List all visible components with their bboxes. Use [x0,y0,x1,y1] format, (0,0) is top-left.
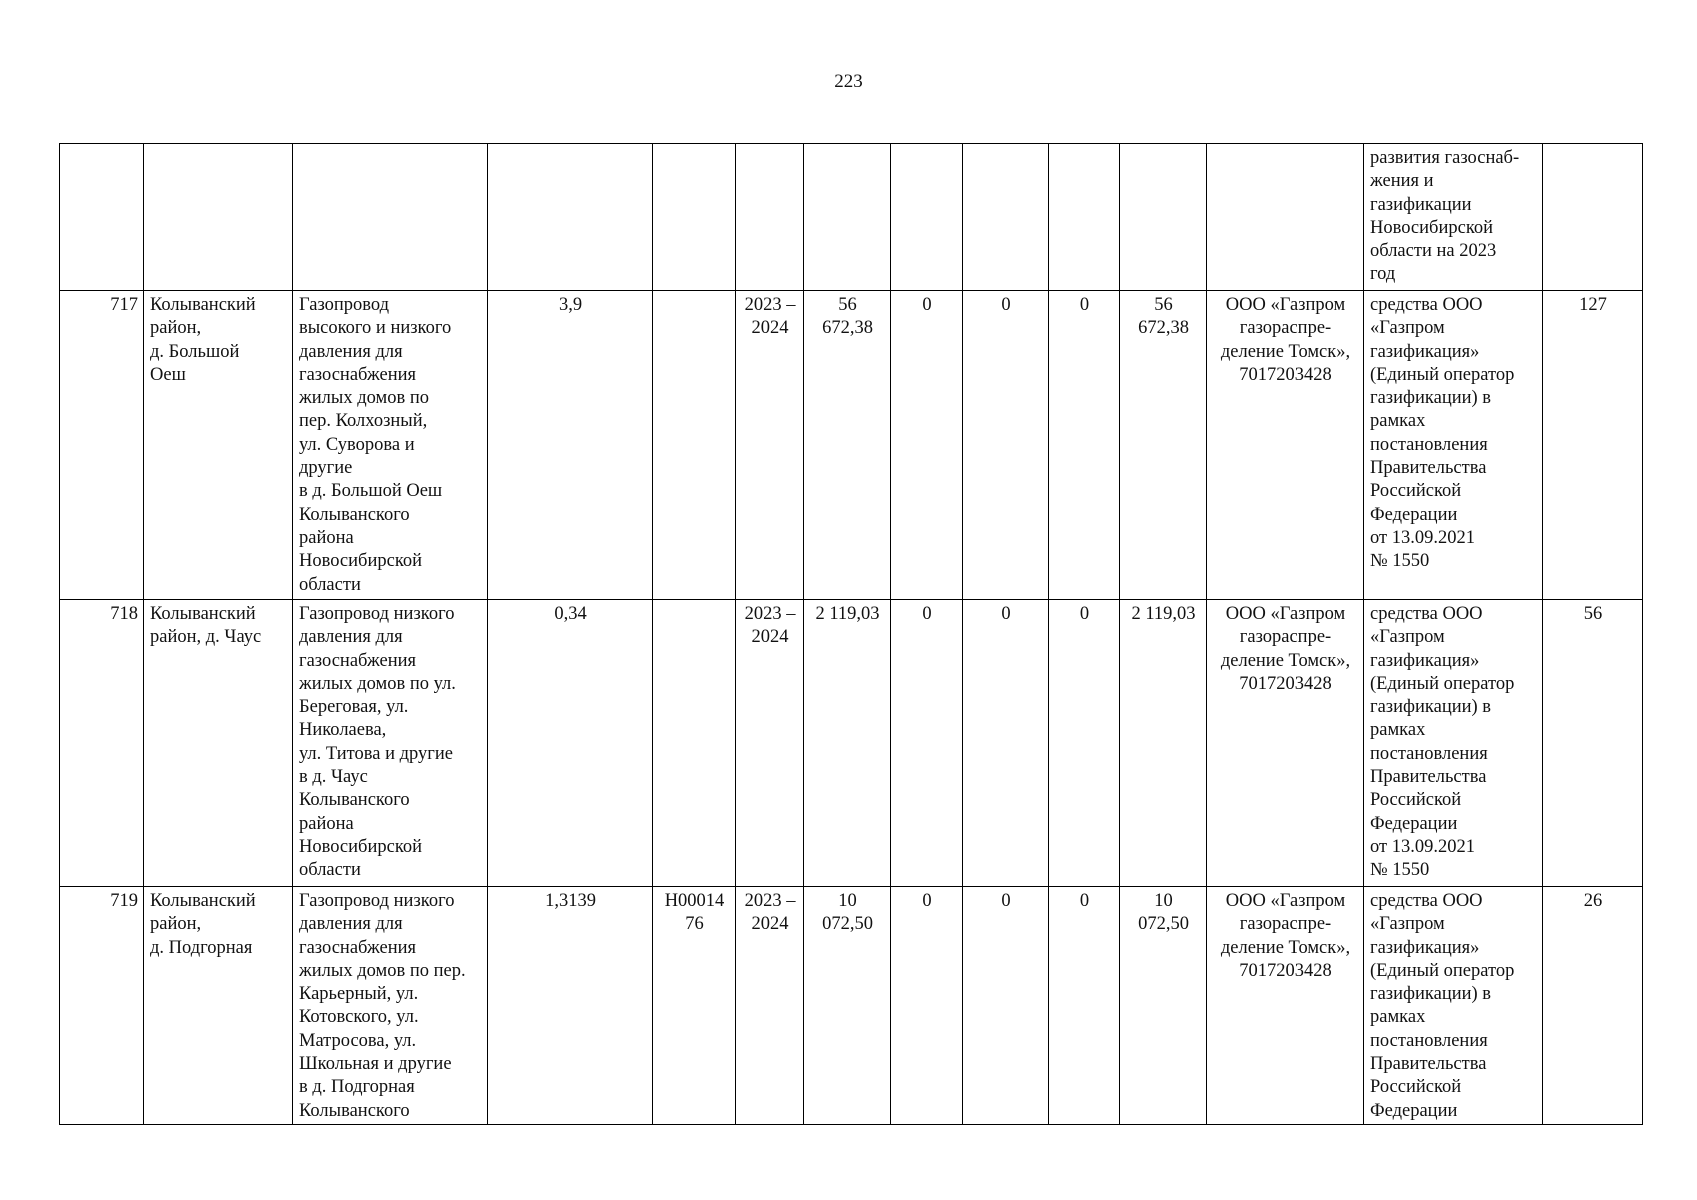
source-cell: средства ООО «Газпром газификация» (Единый оператор газификации) в рамках постановления Правительства Российской Федерации [1364,887,1543,1125]
length-cell [488,144,653,291]
row-number: 718 [60,600,144,887]
amount-cell [891,144,963,291]
object-cell: Газопровод высокого и низкого давления для газоснабжения жилых домов по пер. Колхозный, ул. Суворова и другие в д. Большой Оеш Колыванского района Новосибирской области [293,291,488,600]
count-cell: 26 [1543,887,1643,1125]
length-cell: 1,3139 [488,887,653,1125]
table-row [60,144,1643,291]
amount-cell [1049,144,1120,291]
object-cell: Газопровод низкого давления для газоснабжения жилых домов по пер. Карьерный, ул. Котовского, ул. Матросова, ул. Школьная и другие в д. Подгорная Колыванского [293,887,488,1125]
executor-cell [1207,144,1364,291]
amount-cell: 0 [1049,887,1120,1125]
count-cell [1543,144,1643,291]
row-number [60,144,144,291]
amount-cell: 0 [891,600,963,887]
gasification-table [59,143,1643,1125]
code-cell [653,600,736,887]
amount-cell: 56 672,38 [1120,291,1207,600]
amount-cell: 0 [963,600,1049,887]
row-number: 719 [60,887,144,1125]
total-cell: 10 072,50 [804,887,891,1125]
source-cell: средства ООО «Газпром газификация» (Единый оператор газификации) в рамках постановления Правительства Российской Федерации от 13.09.2021 № 1550 [1364,600,1543,887]
amount-cell: 0 [963,887,1049,1125]
location-cell: Колыванский район, д. Чаус [144,600,293,887]
object-cell: Газопровод низкого давления для газоснабжения жилых домов по ул. Береговая, ул. Николаева, ул. Титова и другие в д. Чаус Колыванского района Новосибирской области [293,600,488,887]
amount-cell: 0 [891,887,963,1125]
length-cell: 3,9 [488,291,653,600]
source-cell: развития газоснаб- жения и газификации Новосибирской области на 2023 год [1364,144,1543,291]
table-row [60,600,1643,887]
amount-cell [1120,144,1207,291]
period-cell: 2023 – 2024 [736,291,804,600]
amount-cell: 0 [891,291,963,600]
executor-cell: ООО «Газпром газораспре- деление Томск», 7017203428 [1207,887,1364,1125]
page-number: 223 [834,71,863,92]
length-cell: 0,34 [488,600,653,887]
code-cell: Н00014 76 [653,887,736,1125]
count-cell: 127 [1543,291,1643,600]
location-cell: Колыванский район, д. Подгорная [144,887,293,1125]
count-cell: 56 [1543,600,1643,887]
location-cell [144,144,293,291]
amount-cell: 10 072,50 [1120,887,1207,1125]
table-row [60,887,1643,1125]
amount-cell: 0 [1049,291,1120,600]
total-cell: 2 119,03 [804,600,891,887]
period-cell [736,144,804,291]
object-cell [293,144,488,291]
period-cell: 2023 – 2024 [736,600,804,887]
amount-cell: 2 119,03 [1120,600,1207,887]
amount-cell: 0 [1049,600,1120,887]
source-cell: средства ООО «Газпром газификация» (Единый оператор газификации) в рамках постановления Правительства Российской Федерации от 13.09.2021 № 1550 [1364,291,1543,600]
period-cell: 2023 – 2024 [736,887,804,1125]
executor-cell: ООО «Газпром газораспре- деление Томск», 7017203428 [1207,291,1364,600]
row-number: 717 [60,291,144,600]
amount-cell: 0 [963,291,1049,600]
executor-cell: ООО «Газпром газораспре- деление Томск», 7017203428 [1207,600,1364,887]
location-cell: Колыванский район, д. Большой Оеш [144,291,293,600]
code-cell [653,291,736,600]
table-row [60,291,1643,600]
amount-cell [963,144,1049,291]
code-cell [653,144,736,291]
total-cell [804,144,891,291]
total-cell: 56 672,38 [804,291,891,600]
